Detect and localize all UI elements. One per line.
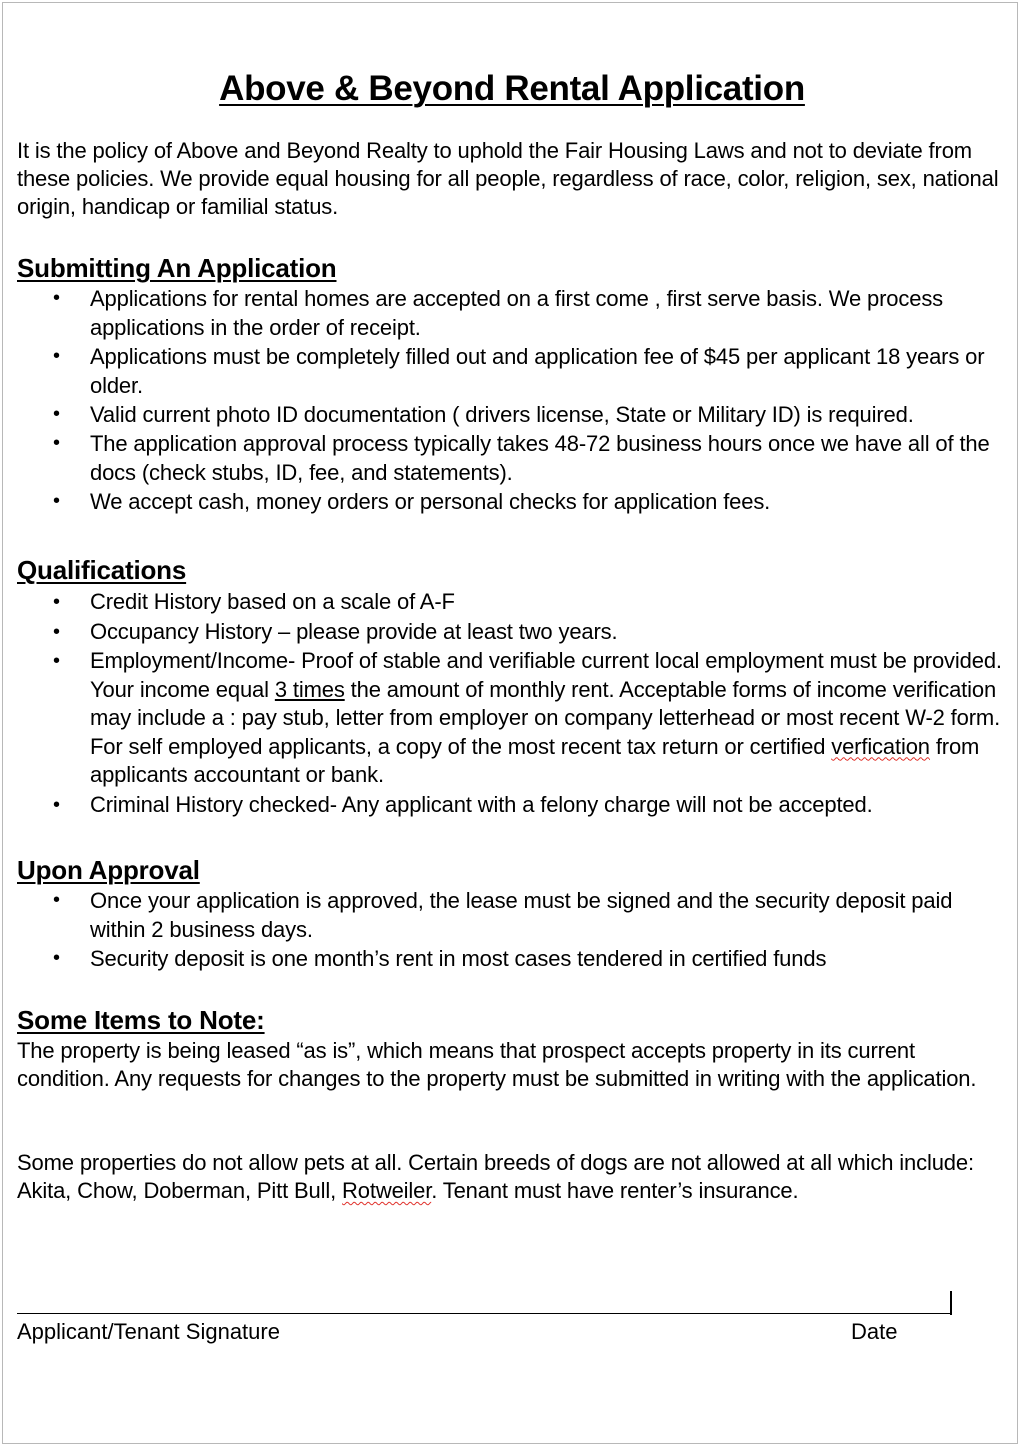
bullet-icon: •: [53, 432, 60, 454]
qualifications-list: [17, 587, 1012, 820]
section-heading-qualifications: Qualifications: [17, 555, 187, 585]
date-label: Date: [851, 1319, 898, 1344]
list-item: • We accept cash, money orders or personal checks for application fees.: [53, 489, 771, 514]
signature-line: [17, 1313, 951, 1314]
bullet-icon: •: [53, 650, 60, 672]
misspelled-word: Rotweiler: [342, 1178, 432, 1203]
list-item: • Applications for rental homes are accepted on a first come , first serve basis. We process applications in the order of receipt.: [53, 286, 944, 340]
applicant-signature-label: Applicant/Tenant Signature: [17, 1319, 280, 1344]
list-item: • Security deposit is one month’s rent in most cases tendered in certified funds: [53, 946, 827, 971]
underlined-emphasis: 3 times: [274, 676, 345, 702]
bullet-icon: •: [53, 793, 60, 816]
notes-paragraph-pets: Some properties do not allow pets at all. Certain breeds of dogs are not allowed at all which include: Akita, Chow, Doberman, Pitt Bull, Rotweiler. Tenant must have renter’s insurance.: [17, 1150, 974, 1203]
list-item: • Credit History based on a scale of A-F: [17, 587, 1012, 617]
list-item: • Occupancy History – please provide at least two years.: [17, 617, 1012, 647]
list-item: • Once your application is approved, the lease must be signed and the security deposit paid within 2 business days.: [53, 888, 953, 942]
list-item: • The application approval process typically takes 48-72 business hours once we have all of the docs (check stubs, ID, fee, and statements).: [53, 431, 990, 485]
bullet-icon: •: [53, 591, 60, 613]
notes-paragraph-lease: The property is being leased “as is”, which means that prospect accepts property in its current condition. Any requests for changes to the property must be submitted in writing with the application.: [17, 1038, 977, 1091]
section-heading-notes: Some Items to Note:: [17, 1005, 265, 1035]
text-cursor: [950, 1291, 952, 1315]
bullet-icon: •: [53, 403, 60, 425]
bullet-icon: •: [53, 287, 60, 309]
bullet-icon: •: [53, 621, 60, 643]
section-heading-submitting: Submitting An Application: [17, 253, 337, 283]
list-item: • Criminal History checked- Any applicant with a felony charge will not be accepted.: [17, 790, 1012, 820]
approval-list: [17, 886, 1012, 973]
intro-paragraph: It is the policy of Above and Beyond Realty to uphold the Fair Housing Laws and not to deviate from these policies. We provide equal housing for all people, regardless of race, color, religion, sex, national origin, handicap or familial status.: [17, 138, 999, 219]
list-item: • Employment/Income- Proof of stable and verifiable current local employment must be provided. Your income equal 3 times the amount of monthly rent. Acceptable forms of income verification may include a : pay stub, letter from employer on company letterhead or most recent W-2 form. For self employed applicants, a copy of the most recent tax return or certified verfication from applicants accountant or bank.: [53, 648, 1002, 787]
list-item: • Valid current photo ID documentation ( drivers license, State or Military ID) is required.: [53, 402, 914, 427]
bullet-icon: •: [53, 490, 60, 512]
document-title: Above & Beyond Rental Application: [219, 69, 805, 108]
document-page: [2, 2, 1018, 1444]
bullet-icon: •: [53, 345, 60, 367]
bullet-icon: •: [53, 889, 60, 911]
section-heading-approval: Upon Approval: [17, 855, 200, 885]
submitting-list: [17, 284, 1012, 516]
bullet-icon: •: [53, 947, 60, 969]
list-item: • Applications must be completely filled out and application fee of $45 per applicant 18 years or older.: [53, 344, 985, 398]
misspelled-word: verfication: [831, 733, 930, 759]
